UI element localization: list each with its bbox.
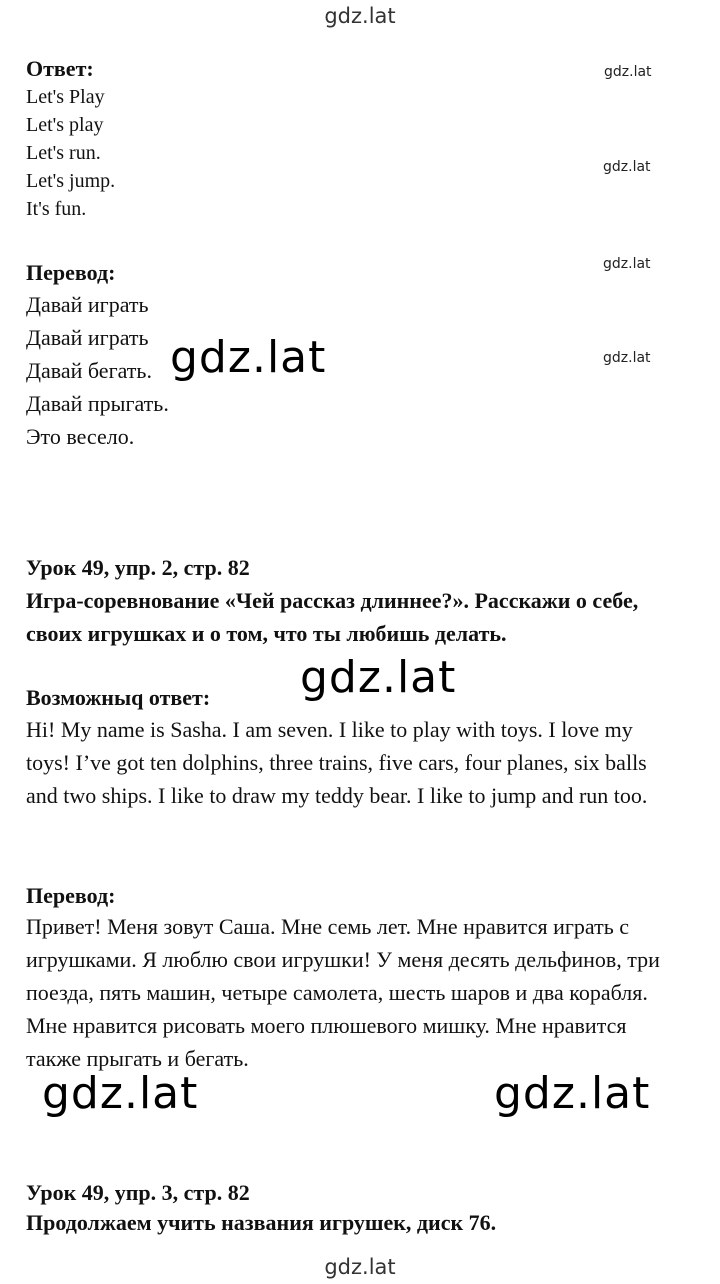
watermark-small: gdz.lat bbox=[603, 256, 651, 272]
answer-line: Let's jump. bbox=[26, 170, 116, 192]
watermark-small: gdz.lat bbox=[604, 64, 652, 80]
translation-paragraph: Привет! Меня зовут Саша. Мне семь лет. Мне нравится играть с игрушками. Я люблю свои игрушки! У меня десять дельфинов, три поезда, пять машин, четыре самолета, шесть шаров и два корабля. Мне нравится рисовать моего плюшевого мишку. Мне нравится также прыгать и бегать. bbox=[26, 914, 660, 1071]
possible-answer-heading: Возможныq ответ: bbox=[26, 685, 211, 710]
watermark-bottom: gdz.lat bbox=[324, 1255, 396, 1279]
lesson-title-3: Урок 49, упр. 3, стр. 82 bbox=[26, 1180, 250, 1205]
translation-line: Давай играть bbox=[26, 325, 149, 350]
lesson-title: Урок 49, упр. 2, стр. 82 bbox=[26, 555, 250, 580]
answer-line: Let's Play bbox=[26, 86, 105, 108]
task-text-3: Продолжаем учить названия игрушек, диск 76. bbox=[26, 1210, 497, 1235]
translation-line: Это весело. bbox=[26, 424, 135, 449]
translation-line: Давай бегать. bbox=[26, 358, 152, 383]
watermark-large: gdz.lat bbox=[300, 652, 457, 703]
answer-paragraph: Hi! My name is Sasha. I am seven. I like to play with toys. I love my toys! I’ve got ten dolphins, three trains, five cars, four planes, six balls and two ships. I like to draw my teddy bear. I like to jump and run too. bbox=[26, 717, 648, 808]
answer-line: Let's play bbox=[26, 114, 104, 136]
watermark-small: gdz.lat bbox=[603, 350, 651, 366]
watermark-large: gdz.lat bbox=[170, 332, 327, 383]
translation-line: Давай прыгать. bbox=[26, 391, 169, 416]
watermark-small: gdz.lat bbox=[603, 159, 651, 175]
watermark-top: gdz.lat bbox=[324, 4, 396, 28]
answer-heading: Ответ: bbox=[26, 56, 94, 81]
translation-line: Давай играть bbox=[26, 292, 149, 317]
answer-line: Let's run. bbox=[26, 142, 101, 164]
translation-heading-2: Перевод: bbox=[26, 883, 116, 908]
task-text: Игра-соревнование «Чей рассказ длиннее?». Расскажи о себе, своих игрушках и о том, что ты любишь делать. bbox=[26, 588, 639, 646]
translation-lines bbox=[26, 288, 169, 453]
answer-line: It's fun. bbox=[26, 198, 87, 220]
watermark-large: gdz.lat bbox=[42, 1068, 199, 1119]
answer-lines bbox=[26, 83, 115, 223]
watermark-large: gdz.lat bbox=[494, 1068, 651, 1119]
translation-heading: Перевод: bbox=[26, 260, 116, 285]
